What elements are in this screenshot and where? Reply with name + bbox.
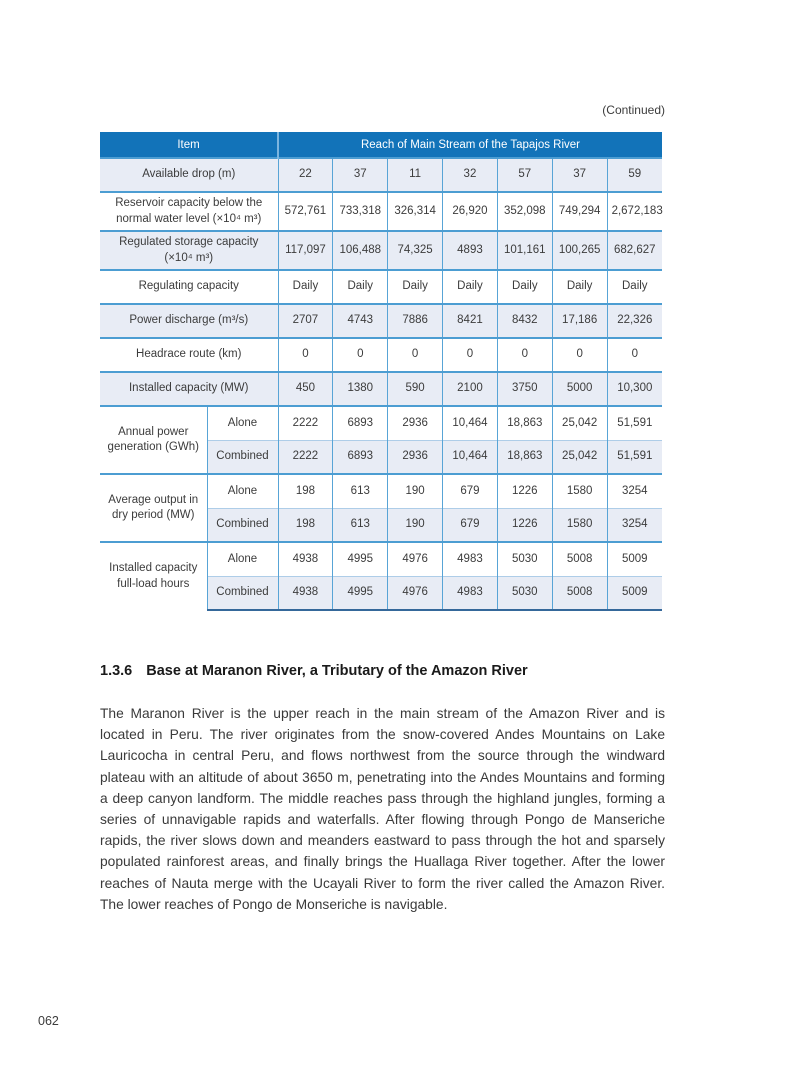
row-label: Power discharge (m³/s) <box>100 304 278 338</box>
cell-value: 1580 <box>552 474 607 508</box>
row-label: Regulated storage capacity (×10⁴ m³) <box>100 231 278 270</box>
cell-value: 749,294 <box>552 192 607 231</box>
cell-value: 17,186 <box>552 304 607 338</box>
table-row <box>100 231 662 270</box>
cell-value: 3254 <box>607 474 662 508</box>
cell-value: 5009 <box>607 576 662 610</box>
cell-value: 198 <box>278 474 333 508</box>
cell-value: 101,161 <box>497 231 552 270</box>
cell-value: 4983 <box>443 542 498 576</box>
cell-value: 682,627 <box>607 231 662 270</box>
cell-value: 4938 <box>278 576 333 610</box>
cell-value: 18,863 <box>497 440 552 474</box>
table-row <box>100 304 662 338</box>
cell-value: 0 <box>333 338 388 372</box>
cell-value: 4743 <box>333 304 388 338</box>
cell-value: 10,464 <box>443 406 498 440</box>
cell-value: 22 <box>278 158 333 192</box>
cell-value: 25,042 <box>552 406 607 440</box>
cell-value: 6893 <box>333 440 388 474</box>
row-sublabel: Combined <box>207 576 278 610</box>
cell-value: 5030 <box>497 542 552 576</box>
cell-value: 590 <box>388 372 443 406</box>
cell-value: 10,464 <box>443 440 498 474</box>
cell-value: 5008 <box>552 542 607 576</box>
cell-value: Daily <box>607 270 662 304</box>
cell-value: 25,042 <box>552 440 607 474</box>
row-sublabel: Alone <box>207 406 278 440</box>
row-label: Available drop (m) <box>100 158 278 192</box>
cell-value: 8432 <box>497 304 552 338</box>
cell-value: 3750 <box>497 372 552 406</box>
cell-value: 679 <box>443 474 498 508</box>
cell-value: 11 <box>388 158 443 192</box>
section-heading <box>100 663 665 679</box>
cell-value: 2936 <box>388 440 443 474</box>
row-label: Reservoir capacity below the normal water level (×10⁴ m³) <box>100 192 278 231</box>
cell-value: 74,325 <box>388 231 443 270</box>
row-label: Headrace route (km) <box>100 338 278 372</box>
cell-value: 5009 <box>607 542 662 576</box>
cell-value: 4938 <box>278 542 333 576</box>
cell-value: 190 <box>388 508 443 542</box>
row-sublabel: Combined <box>207 440 278 474</box>
table-row <box>100 270 662 304</box>
cell-value: 190 <box>388 474 443 508</box>
cell-value: 450 <box>278 372 333 406</box>
cell-value: 2222 <box>278 406 333 440</box>
cell-value: 1226 <box>497 474 552 508</box>
table-row <box>100 192 662 231</box>
row-label: Regulating capacity <box>100 270 278 304</box>
cell-value: Daily <box>333 270 388 304</box>
cell-value: 3254 <box>607 508 662 542</box>
cell-value: 352,098 <box>497 192 552 231</box>
cell-value: 1580 <box>552 508 607 542</box>
cell-value: 4976 <box>388 542 443 576</box>
cell-value: 8421 <box>443 304 498 338</box>
cell-value: 106,488 <box>333 231 388 270</box>
row-group-label: Installed capacity full-load hours <box>100 542 207 610</box>
table-row <box>100 372 662 406</box>
cell-value: 37 <box>552 158 607 192</box>
cell-value: 4983 <box>443 576 498 610</box>
cell-value: 2936 <box>388 406 443 440</box>
cell-value: Daily <box>552 270 607 304</box>
cell-value: 326,314 <box>388 192 443 231</box>
cell-value: 6893 <box>333 406 388 440</box>
table-header-row <box>100 132 662 158</box>
cell-value: 10,300 <box>607 372 662 406</box>
cell-value: Daily <box>497 270 552 304</box>
cell-value: 51,591 <box>607 406 662 440</box>
cell-value: 613 <box>333 508 388 542</box>
row-group-label: Average output in dry period (MW) <box>100 474 207 542</box>
cell-value: 2222 <box>278 440 333 474</box>
cell-value: 59 <box>607 158 662 192</box>
cell-value: 733,318 <box>333 192 388 231</box>
cell-value: 4893 <box>443 231 498 270</box>
cell-value: 18,863 <box>497 406 552 440</box>
table-row <box>100 406 662 440</box>
table-row <box>100 338 662 372</box>
cell-value: 22,326 <box>607 304 662 338</box>
cell-value: 57 <box>497 158 552 192</box>
cell-value: 0 <box>552 338 607 372</box>
table-header-item: Item <box>100 132 278 158</box>
cell-value: 26,920 <box>443 192 498 231</box>
cell-value: 51,591 <box>607 440 662 474</box>
table-row <box>100 474 662 508</box>
cell-value: 5030 <box>497 576 552 610</box>
cell-value: 0 <box>443 338 498 372</box>
cell-value: 2,672,183 <box>607 192 662 231</box>
row-label: Installed capacity (MW) <box>100 372 278 406</box>
row-sublabel: Alone <box>207 542 278 576</box>
continued-label: (Continued) <box>602 103 665 117</box>
row-sublabel: Combined <box>207 508 278 542</box>
cell-value: 100,265 <box>552 231 607 270</box>
cell-value: 0 <box>607 338 662 372</box>
cell-value: Daily <box>443 270 498 304</box>
cell-value: 572,761 <box>278 192 333 231</box>
cell-value: 7886 <box>388 304 443 338</box>
section-title: Base at Maranon River, a Tributary of the Amazon River <box>146 663 528 679</box>
cell-value: 117,097 <box>278 231 333 270</box>
table-row <box>100 158 662 192</box>
cell-value: 5000 <box>552 372 607 406</box>
cell-value: 0 <box>497 338 552 372</box>
cell-value: 613 <box>333 474 388 508</box>
row-sublabel: Alone <box>207 474 278 508</box>
cell-value: 1380 <box>333 372 388 406</box>
cell-value: 37 <box>333 158 388 192</box>
cell-value: 4995 <box>333 542 388 576</box>
tapajos-river-table <box>100 132 662 611</box>
cell-value: 1226 <box>497 508 552 542</box>
cell-value: 679 <box>443 508 498 542</box>
cell-value: 5008 <box>552 576 607 610</box>
cell-value: Daily <box>278 270 333 304</box>
cell-value: 4995 <box>333 576 388 610</box>
cell-value: 4976 <box>388 576 443 610</box>
cell-value: 2100 <box>443 372 498 406</box>
body-paragraph: The Maranon River is the upper reach in the main stream of the Amazon River and is located in Peru. The river originates from the snow-covered Andes Mountains on Lake Lauricocha in central Peru, and flows northwest from the source through the windward plateau with an altitude of about 3650 m, penetrating into the Andes Mountains and forming a deep canyon landform. The middle reaches pass through the highland jungles, forming a series of unnavigable rapids and waterfalls. After flowing through Pongo de Manseriche rapids, the river slows down and meanders eastward to pass through the hot and sparsely populated rainforest areas, and finally brings the Huallaga River together. After the lower reaches of Nauta merge with the Ucayali River to form the river called the Amazon River. The lower reaches of Pongo de Monseriche is navigable. <box>100 706 665 912</box>
cell-value: 0 <box>388 338 443 372</box>
cell-value: 198 <box>278 508 333 542</box>
cell-value: Daily <box>388 270 443 304</box>
section-number: 1.3.6 <box>100 663 133 679</box>
cell-value: 0 <box>278 338 333 372</box>
page-number: 062 <box>38 1014 59 1028</box>
cell-value: 2707 <box>278 304 333 338</box>
table-row <box>100 542 662 576</box>
table-body <box>100 158 662 610</box>
table-header-reach: Reach of Main Stream of the Tapajos River <box>278 132 662 158</box>
row-group-label: Annual power generation (GWh) <box>100 406 207 474</box>
cell-value: 32 <box>443 158 498 192</box>
